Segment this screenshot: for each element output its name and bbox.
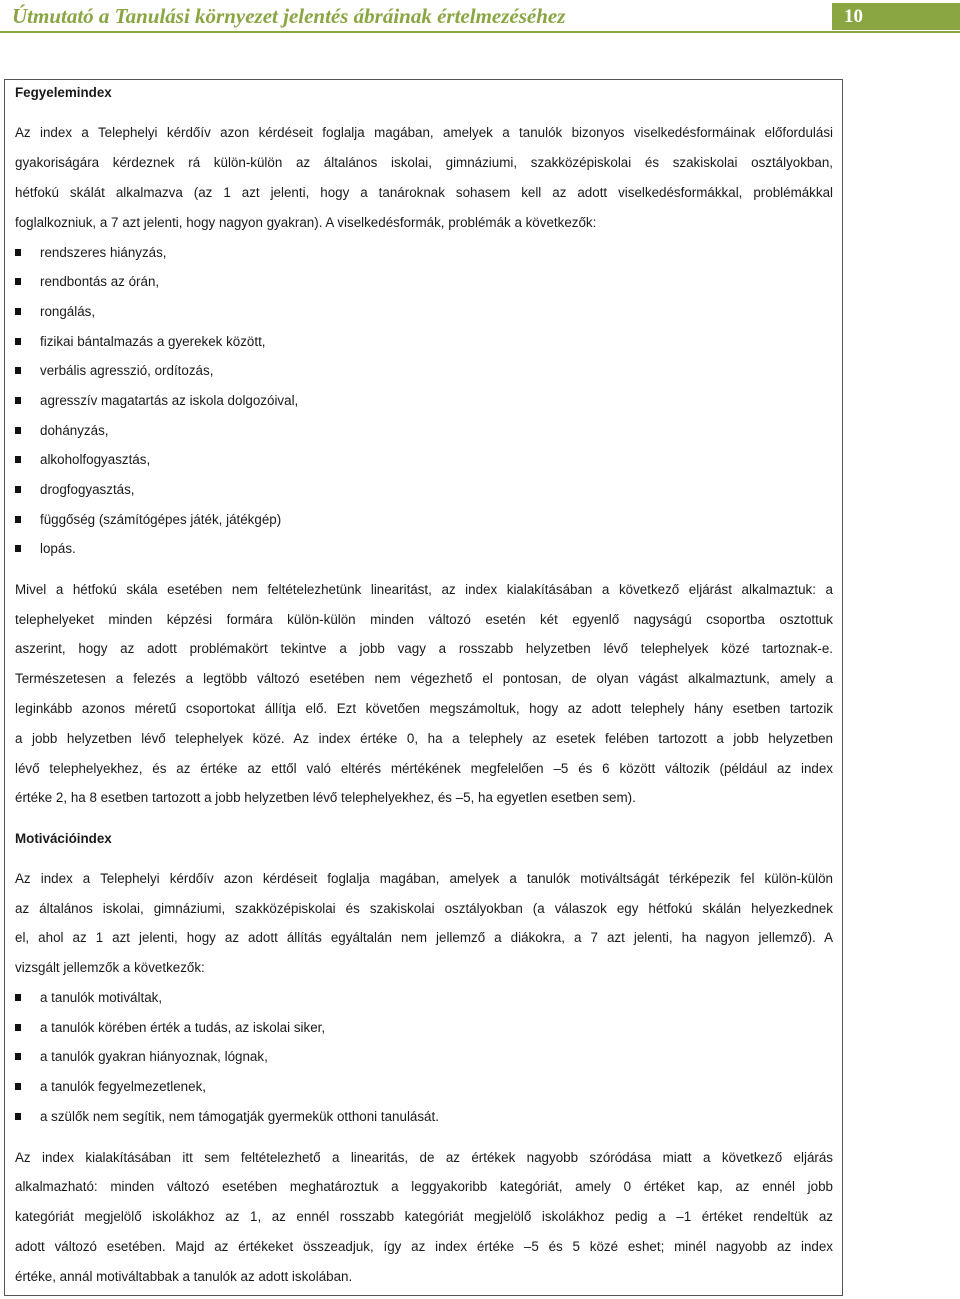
paragraph-line: kategóriát megjelölő iskolákhoz az 1, az ennél rosszabb kategóriát megjelölő iskolákhoz pedig a –1 értéket rendeltük az [15,1209,833,1224]
bullet-square-icon [15,1113,21,1120]
page-number-badge: 10 [832,3,960,30]
paragraph-line: gyakoriságára kérdeznek rá külön-külön az általános iskolai, gimnáziumi, szakközépiskolai és szakiskolai osztályokban, [15,155,833,170]
list-item [15,1047,833,1067]
list-item [15,391,833,411]
paragraph-line: leginkább azonos méretű csoportokat állítja elő. Ezt követően megszámoltuk, hogy az adott telephely hány esetben tartozik [15,701,833,716]
list-item-text: a tanulók fegyelmezetlenek, [40,1079,206,1094]
list-item-text: rongálás, [40,304,96,319]
list-item-text: drogfogyasztás, [40,482,135,497]
list-item-text: agresszív magatartás az iskola dolgozóival, [40,393,299,408]
bullet-square-icon [15,456,21,463]
document-title: Útmutató a Tanulási környezet jelentés ábráinak értelmezéséhez [12,4,566,28]
bullet-square-icon [15,308,21,315]
list-item [15,450,833,470]
list-item [15,272,833,292]
list-item-text: a tanulók körében érték a tudás, az iskolai siker, [40,1020,326,1035]
paragraph-line: alkalmazható: minden változó esetében meghatároztuk a leggyakoribb kategóriát, amely 0 értéket kap, az ennél jobb [15,1179,833,1194]
section-heading-fegyelemindex: Fegyelemindex [15,85,112,100]
list-item-text: a szülők nem segítik, nem támogatják gyermekük otthoni tanulását. [40,1109,439,1124]
list-item-text: függőség (számítógépes játék, játékgép) [40,512,282,527]
list-item-text: rendbontás az órán, [40,274,160,289]
list-item [15,539,833,559]
list-item [15,510,833,530]
bullet-square-icon [15,1083,21,1090]
header-divider [0,31,960,33]
paragraph-line: vizsgált jellemzők a következők: [15,960,205,975]
bullet-square-icon [15,427,21,434]
paragraph-line: telephelyeket minden képzési formára külön-külön minden változó esetén két egyenlő nagyságú csoportba osztottuk [15,612,833,627]
paragraph-line: értéke 2, ha 8 esetben tartozott a jobb helyzetben lévő telephelyekhez, és –5, ha egyetlen esetben sem). [15,790,636,805]
list-item [15,302,833,322]
section-heading-motivacioindex: Motivációindex [15,831,112,846]
list-item [15,421,833,441]
bullet-square-icon [15,994,21,1001]
bullet-square-icon [15,516,21,523]
list-item-text: alkoholfogyasztás, [40,452,151,467]
paragraph-line: Mivel a hétfokú skála esetében nem feltételezhetünk linearitást, az index kialakításában a következő eljárást alkalmaztuk: a [15,582,833,597]
list-item [15,361,833,381]
list-item-text: dohányzás, [40,423,109,438]
paragraph-line: az általános iskolai, gimnáziumi, szakközépiskolai és szakiskolai osztályokban (a válaszok egy hétfokú skálán helyezkednek [15,901,833,916]
list-item-text: lopás. [40,541,76,556]
paragraph-line: a jobb helyzetben lévő telephelyek közé. Az index értéke 0, ha a telephely az esetek felében tartozott a jobb helyzetben [15,731,833,746]
bullet-square-icon [15,397,21,404]
content-frame [4,79,843,1296]
list-item [15,1018,833,1038]
list-item [15,332,833,352]
paragraph-line: lévő telephelyekhez, és az értéke az ettől való eltérés mértékének megfelelően –5 és 6 között változik (például az index [15,761,833,776]
list-item [15,988,833,1008]
paragraph-line: foglalkozniuk, a 7 azt jelenti, hogy nagyon gyakran). A viselkedésformák, problémák a következők: [15,215,597,230]
list-item-text: fizikai bántalmazás a gyerekek között, [40,334,266,349]
paragraph-line: adott változó esetében. Majd az értékeket összeadjuk, így az index értéke –5 és 5 közé eshet; minél nagyobb az index [15,1239,833,1254]
paragraph-line: értéke, annál motiváltabbak a tanulók az adott iskolában. [15,1269,353,1284]
bullet-square-icon [15,278,21,285]
list-item-text: a tanulók gyakran hiányoznak, lógnak, [40,1049,268,1064]
paragraph-line: Az index a Telephelyi kérdőív azon kérdéseit foglalja magában, amelyek a tanulók motiváltságát térképezik fel külön-külön [15,871,833,886]
list-item-text: a tanulók motiváltak, [40,990,163,1005]
paragraph-line: hétfokú skálát alkalmazva (az 1 azt jelenti, hogy a tanároknak sohasem kell az adott viselkedésformákkal, problémákkal [15,185,833,200]
list-item [15,480,833,500]
paragraph-line: Természetesen a felezés a legtöbb változó esetében nem végezhető el pontosan, de olyan vágást alkalmaztunk, amely a [15,671,833,686]
paragraph-line: el, ahol az 1 azt jelenti, hogy az adott állítás egyáltalán nem jellemző a diákokra, a 7 azt jelenti, ha nagyon jellemző). A [15,930,833,945]
page-header [0,0,960,34]
bullet-square-icon [15,1024,21,1031]
bullet-square-icon [15,486,21,493]
list-item [15,243,833,263]
list-item-text: verbális agresszió, ordítozás, [40,363,214,378]
paragraph-line: Az index kialakításában itt sem feltételezhető a linearitás, de az értékek nagyobb szóródása miatt a következő eljárás [15,1150,833,1165]
list-item [15,1107,833,1127]
paragraph-line: aszerint, hogy az adott problémakört tekintve a jobb vagy a rosszabb helyzetben lévő telephelyek közé tartoznak-e. [15,641,833,656]
bullet-square-icon [15,249,21,256]
bullet-square-icon [15,1053,21,1060]
paragraph-line: Az index a Telephelyi kérdőív azon kérdéseit foglalja magában, amelyek a tanulók bizonyos viselkedésformáinak előfordulási [15,125,833,140]
list-item [15,1077,833,1097]
bullet-square-icon [15,367,21,374]
bullet-square-icon [15,545,21,552]
list-item-text: rendszeres hiányzás, [40,245,167,260]
bullet-square-icon [15,338,21,345]
